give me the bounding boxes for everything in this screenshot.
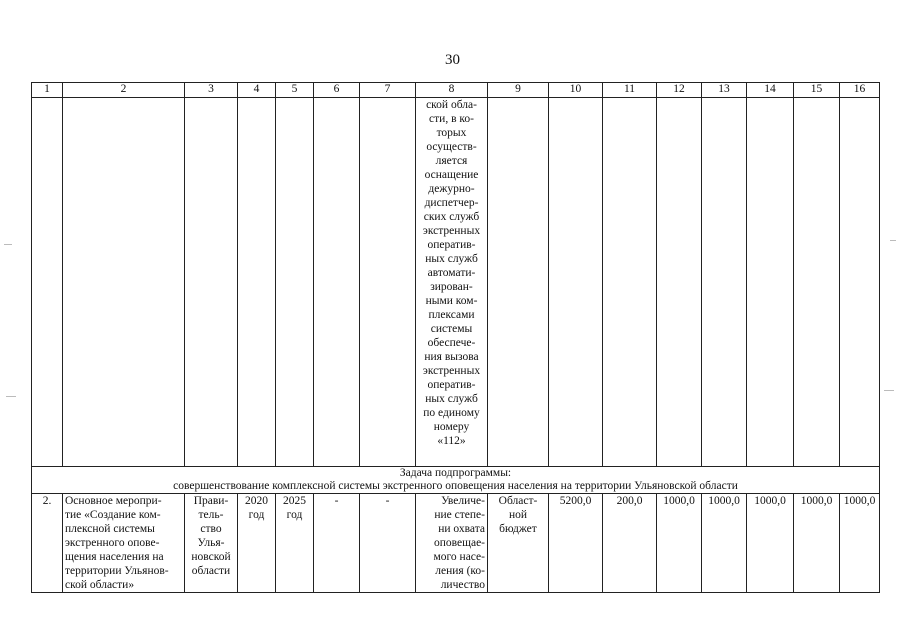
column-number: 14 bbox=[747, 83, 794, 98]
text-line: ни охвата bbox=[438, 523, 485, 535]
row-number: 2. bbox=[32, 494, 63, 593]
text-line: экстренного опове- bbox=[65, 537, 160, 549]
text-line: осуществ- bbox=[426, 141, 477, 153]
text-line: оператив- bbox=[427, 239, 476, 251]
text-line: 2020 bbox=[245, 495, 268, 507]
table-row bbox=[32, 494, 880, 593]
text-line: номеру bbox=[433, 421, 470, 433]
text-line: ными ком- bbox=[425, 295, 478, 307]
text-line: тие «Создание ком- bbox=[65, 509, 161, 521]
column-number: 12 bbox=[657, 83, 702, 98]
column-number: 16 bbox=[840, 83, 880, 98]
empty-cell bbox=[276, 98, 314, 467]
text-line: ления (ко- bbox=[435, 565, 485, 577]
task-description: совершенствование комплексной системы экстренного оповещения населения на территории Ульяновской области bbox=[173, 480, 738, 492]
program-table bbox=[31, 82, 880, 593]
text-line: «112» bbox=[437, 435, 466, 447]
amount-2021-cell: 1000,0 bbox=[657, 494, 702, 593]
column-number: 5 bbox=[276, 83, 314, 98]
empty-cell bbox=[603, 98, 657, 467]
amount-2020-cell: 200,0 bbox=[603, 494, 657, 593]
funding-source-cell bbox=[488, 494, 549, 593]
text-line: год bbox=[286, 509, 303, 521]
text-line: Улья- bbox=[197, 537, 225, 549]
column-number: 3 bbox=[185, 83, 238, 98]
column-number: 6 bbox=[314, 83, 360, 98]
text-line: области bbox=[191, 565, 231, 577]
task-row bbox=[32, 467, 880, 494]
indicator-cell bbox=[416, 494, 488, 593]
scan-mark bbox=[6, 396, 16, 397]
column-numbers-row bbox=[32, 83, 880, 98]
column-number: 7 bbox=[360, 83, 416, 98]
text-line: плексами bbox=[428, 309, 475, 321]
text-line: ской обла- bbox=[426, 99, 477, 111]
text-line: ской области» bbox=[65, 579, 135, 591]
empty-cell bbox=[63, 98, 185, 467]
text-line: личество bbox=[440, 579, 485, 591]
text-line: ство bbox=[200, 523, 222, 535]
end-year-cell bbox=[276, 494, 314, 593]
scan-mark bbox=[4, 244, 12, 245]
empty-cell bbox=[185, 98, 238, 467]
executor-cell bbox=[185, 494, 238, 593]
amount-2025-cell: 1000,0 bbox=[840, 494, 880, 593]
text-line: оповещае- bbox=[433, 537, 485, 549]
text-line: плексной системы bbox=[65, 523, 155, 535]
task-heading-cell bbox=[32, 467, 880, 494]
text-line: оснащение bbox=[424, 169, 479, 181]
text-line: по единому bbox=[423, 407, 480, 419]
text-line: год bbox=[248, 509, 265, 521]
text-line: ляется bbox=[435, 155, 468, 167]
total-amount-cell: 5200,0 bbox=[549, 494, 603, 593]
column-number: 8 bbox=[416, 83, 488, 98]
text-line: диспетчер- bbox=[424, 197, 479, 209]
text-line: Прави- bbox=[193, 495, 229, 507]
text-line: Област- bbox=[498, 495, 538, 507]
text-line: бюджет bbox=[499, 523, 537, 535]
amount-2024-cell: 1000,0 bbox=[794, 494, 840, 593]
column-number: 15 bbox=[794, 83, 840, 98]
empty-cell bbox=[794, 98, 840, 467]
text-line: торых bbox=[436, 127, 467, 139]
text-line: зирован- bbox=[430, 281, 473, 293]
col6-cell: - bbox=[314, 494, 360, 593]
empty-cell bbox=[657, 98, 702, 467]
indicator-continuation-cell bbox=[416, 98, 488, 467]
empty-cell bbox=[747, 98, 794, 467]
text-line: ной bbox=[508, 509, 528, 521]
scan-mark bbox=[884, 390, 894, 391]
page-number: 30 bbox=[445, 52, 460, 68]
text-line: тель- bbox=[198, 509, 224, 521]
column-number: 11 bbox=[603, 83, 657, 98]
text-line: 2025 bbox=[283, 495, 306, 507]
text-line: системы bbox=[430, 323, 473, 335]
text-line: ских служб bbox=[423, 211, 480, 223]
text-line: дежурно- bbox=[428, 183, 475, 195]
measure-name-cell bbox=[63, 494, 185, 593]
amount-2022-cell: 1000,0 bbox=[702, 494, 747, 593]
empty-cell bbox=[549, 98, 603, 467]
empty-cell bbox=[488, 98, 549, 467]
text-line: сти, в ко- bbox=[429, 113, 474, 125]
column-number: 4 bbox=[238, 83, 276, 98]
text-line: экстренных bbox=[422, 225, 481, 237]
continuation-row bbox=[32, 98, 880, 467]
empty-cell bbox=[238, 98, 276, 467]
scan-mark bbox=[890, 240, 896, 241]
task-label: Задача подпрограммы: bbox=[399, 467, 512, 479]
empty-cell bbox=[314, 98, 360, 467]
text-line: мого насе- bbox=[433, 551, 485, 563]
text-line: автомати- bbox=[427, 267, 476, 279]
text-line: Основное меропри- bbox=[65, 495, 162, 507]
text-line: оператив- bbox=[427, 379, 476, 391]
column-number: 13 bbox=[702, 83, 747, 98]
empty-cell bbox=[840, 98, 880, 467]
empty-cell bbox=[702, 98, 747, 467]
amount-2023-cell: 1000,0 bbox=[747, 494, 794, 593]
text-line: ных служб bbox=[425, 393, 478, 405]
start-year-cell bbox=[238, 494, 276, 593]
text-line: щения населения на bbox=[65, 551, 164, 563]
text-line: ных служб bbox=[425, 253, 478, 265]
col7-cell: - bbox=[360, 494, 416, 593]
text-line: экстренных bbox=[422, 365, 481, 377]
column-number: 1 bbox=[32, 83, 63, 98]
text-line: Увеличе- bbox=[441, 495, 485, 507]
text-line: ния вызова bbox=[424, 351, 479, 363]
text-line: территории Ульянов- bbox=[65, 565, 169, 577]
text-line: обеспече- bbox=[427, 337, 476, 349]
empty-cell bbox=[360, 98, 416, 467]
column-number: 10 bbox=[549, 83, 603, 98]
empty-cell bbox=[32, 98, 63, 467]
column-number: 2 bbox=[63, 83, 185, 98]
column-number: 9 bbox=[488, 83, 549, 98]
text-line: новской bbox=[191, 551, 231, 563]
text-line: ние степе- bbox=[434, 509, 485, 521]
